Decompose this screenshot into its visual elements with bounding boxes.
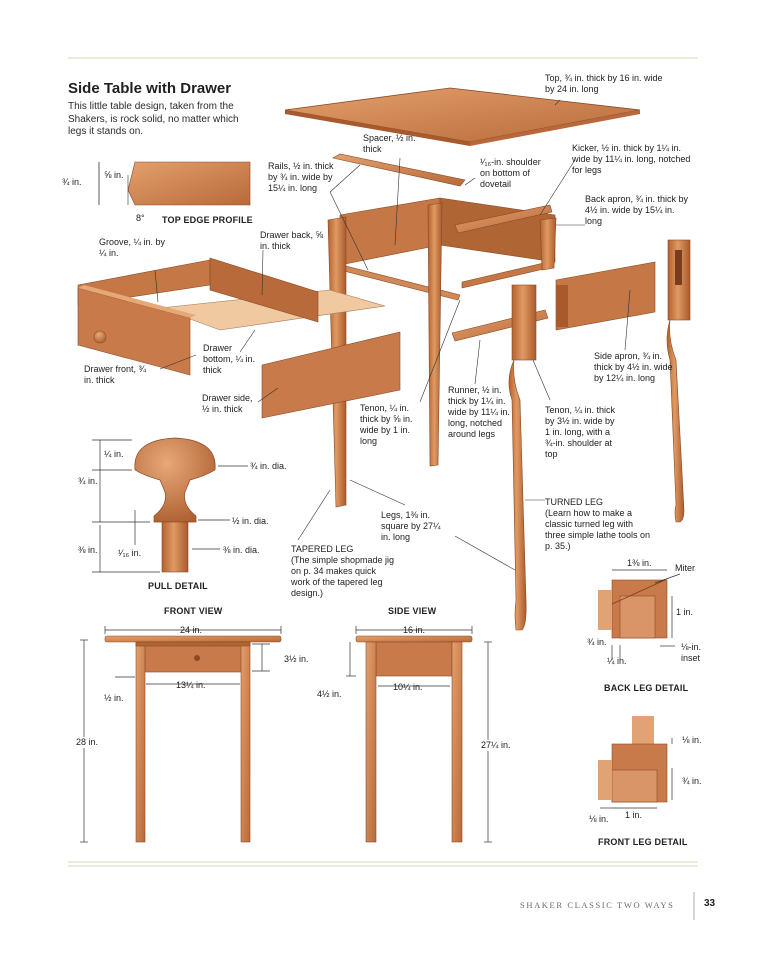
front-width: 24 in.	[180, 625, 203, 635]
front-inner-width: 13¼ in.	[176, 680, 206, 690]
caption-front-view: FRONT VIEW	[164, 606, 223, 616]
back-leg-dim: 1⅜ in.	[627, 558, 652, 568]
edge-angle: 8°	[136, 213, 145, 223]
label-top: Top, ¾ in. thick by 16 in. wide by 24 in. long	[545, 73, 663, 94]
front-inset: ½ in.	[104, 693, 124, 703]
tapered-leg-body: (The simple shopmade jig on p. 34 makes quick work of the tapered leg design.)	[291, 555, 395, 598]
rail	[340, 265, 460, 300]
page-title: Side Table with Drawer	[68, 80, 232, 97]
side-apron-height: 4½ in.	[317, 689, 342, 699]
front-leg-c: 1 in.	[625, 810, 643, 820]
pull-dim-4: ¹⁄₁₆ in.	[118, 548, 142, 558]
back-leg-miter: Miter	[675, 563, 695, 573]
label-shoulder: ¹⁄₁₆-in. shoulder on bottom of dovetail	[480, 157, 541, 189]
side-apron	[556, 262, 655, 330]
side-width: 16 in.	[403, 625, 426, 635]
turned-leg-body: (Learn how to make a classic turned leg with three simple lathe tools on p. 35.)	[545, 508, 651, 551]
turned-leg-square	[512, 285, 536, 360]
frame-leg-back	[428, 203, 442, 466]
label-kicker: Kicker, ½ in. thick by 1¼ in. wide by 11¼ in. long, notched for legs	[572, 143, 691, 175]
back-leg-b: ¼ in.	[607, 656, 627, 666]
label-drawer-side: Drawer side, ½ in. thick	[202, 393, 253, 414]
pull-dim-2: ¾ in.	[78, 476, 98, 486]
label-legs: Legs, 1⅜ in. square by 27¼ in. long	[381, 510, 441, 542]
running-footer: SHAKER CLASSIC TWO WAYS	[520, 900, 675, 910]
edge-dim-edge: ⅝ in.	[104, 170, 124, 180]
side-leg-length: 27¼ in.	[481, 740, 511, 750]
edge-dim-total: ¾ in.	[62, 177, 82, 187]
caption-side-view: SIDE VIEW	[388, 606, 437, 616]
tabletop	[285, 88, 640, 142]
side-inner-width: 10¼ in.	[393, 682, 423, 692]
label-drawer-back: Drawer back, ⅝ in. thick	[260, 230, 324, 251]
side-view-drawing	[356, 636, 472, 842]
pull-dim-3: ⅜ in.	[78, 545, 98, 555]
label-side-apron: Side apron, ¾ in. thick by 4½ in. wide by 12¼ in. long	[594, 351, 673, 383]
frame-leg-right	[540, 218, 556, 270]
caption-pull-detail: PULL DETAIL	[148, 581, 208, 591]
caption-front-leg-detail: FRONT LEG DETAIL	[598, 837, 688, 847]
page-number: 33	[704, 898, 716, 909]
caption-back-leg-detail: BACK LEG DETAIL	[604, 683, 689, 693]
frame-left-side	[340, 198, 440, 265]
front-apron-height: 3½ in.	[284, 654, 309, 664]
pull-tenon	[162, 522, 188, 572]
caption-top-edge-profile: TOP EDGE PROFILE	[162, 215, 253, 225]
label-groove: Groove, ¼ in. by ¼ in.	[99, 237, 166, 258]
back-leg-tenon: 1 in.	[676, 607, 694, 617]
front-leg-b: ¾ in.	[682, 776, 702, 786]
pull-dim-5: ¾ in. dia.	[250, 461, 287, 471]
drawer-knob	[94, 331, 106, 343]
spacer	[333, 154, 465, 186]
label-spacer: Spacer, ½ in. thick	[363, 133, 416, 154]
intro-text: This little table design, taken from the Shakers, is rock solid, no matter which legs it stands on.	[68, 101, 239, 137]
back-leg-inset: ⅛-in. inset	[681, 642, 702, 663]
label-tapered-leg	[291, 544, 396, 599]
turned-leg-title: TURNED LEG	[545, 497, 604, 507]
pull-dim-1: ¼ in.	[104, 449, 124, 459]
label-turned-leg	[545, 497, 655, 552]
top-edge-profile	[128, 162, 250, 205]
pull-dim-7: ⅜ in. dia.	[223, 545, 260, 555]
back-leg-a: ¾ in.	[587, 637, 607, 647]
pull-knob	[135, 438, 215, 522]
label-tenon-long: Tenon, ¼ in. thick by 3½ in. wide by 1 in. long, with a ¾-in. shoulder at top	[545, 405, 616, 459]
label-tenon-short: Tenon, ¼ in. thick by ⅝ in. wide by 1 in. long	[360, 403, 413, 446]
front-leg-d: ⅛ in.	[589, 814, 609, 824]
tapered-leg-title: TAPERED LEG	[291, 544, 354, 554]
pull-dim-6: ½ in. dia.	[232, 516, 269, 526]
front-height: 28 in.	[76, 737, 99, 747]
label-back-apron: Back apron, ¾ in. thick by 4½ in. wide by 15¼ in. long	[585, 194, 689, 226]
front-leg-a: ⅛ in.	[682, 735, 702, 745]
label-rails: Rails, ½ in. thick by ¾ in. wide by 15¼ in. long	[268, 161, 334, 193]
label-drawer-front: Drawer front, ¾ in. thick	[84, 364, 147, 385]
front-view-drawing	[105, 636, 281, 842]
label-runner: Runner, ½ in. thick by 1¼ in. wide by 11¼ in. long, notched around legs	[448, 385, 510, 439]
label-drawer-bottom: Drawer bottom, ¼ in. thick	[203, 343, 256, 375]
